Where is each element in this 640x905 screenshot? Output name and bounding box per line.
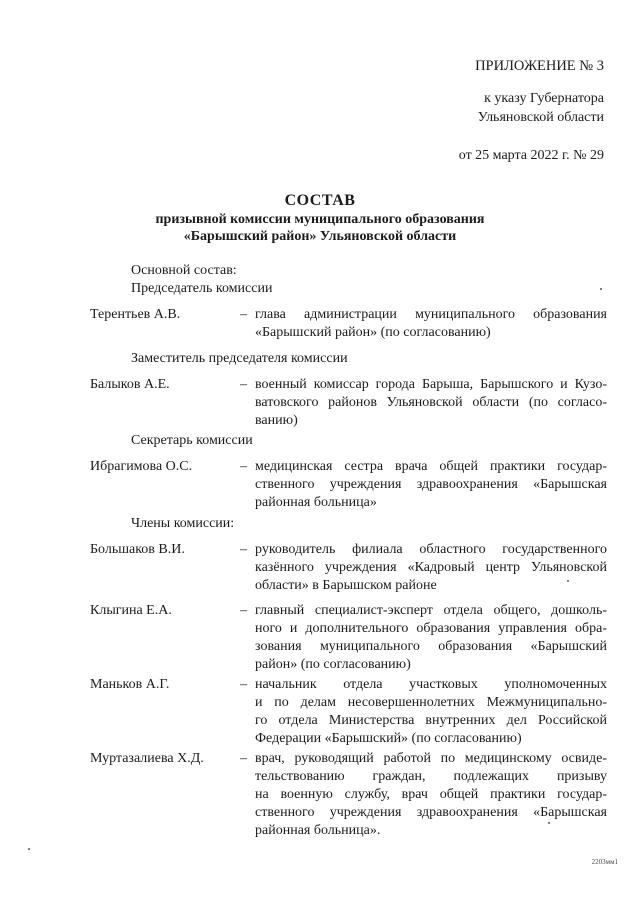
position-line: Федерации «Барышский» (по согласованию) <box>255 731 522 746</box>
annex-number: ПРИЛОЖЕНИЕ № 3 <box>475 58 604 74</box>
position-line: начальник отдела участковых уполномоченных <box>255 677 607 692</box>
scan-speck <box>600 288 602 290</box>
member-name: Ибрагимова О.С. <box>90 459 193 474</box>
position-line: район» (по согласованию) <box>255 657 411 672</box>
position-line: области» в Барышском районе <box>255 578 437 593</box>
position-line: районная больница». <box>255 823 381 838</box>
position-line: районная больница» <box>255 495 377 510</box>
position-line: казённого учреждения «Кадровый центр Ульяновской <box>255 560 607 575</box>
dash: – <box>240 459 247 474</box>
annex-reference-line1: к указу Губернатора <box>484 91 604 106</box>
member-position <box>255 602 607 674</box>
section-main-composition: Основной состав: <box>131 263 237 278</box>
dash: – <box>240 377 247 392</box>
scan-speck <box>28 848 30 850</box>
position-line: го отдела Министерства внутренних дел Российской <box>255 713 607 728</box>
annex-date: от 25 марта 2022 г. № 29 <box>458 148 604 163</box>
position-line: зования муниципального образования «Барышский <box>255 639 607 654</box>
position-line: и по делам несовершеннолетних Межмуниципально- <box>255 695 607 710</box>
scan-speck <box>567 580 569 582</box>
member-position <box>255 376 607 430</box>
member-position <box>255 750 607 840</box>
member-name: Маньков А.Г. <box>90 677 170 692</box>
position-line: ватовского районов Ульяновской области (по согласо- <box>255 395 607 410</box>
position-line: ственного учреждения здравоохранения «Барышская <box>255 805 607 820</box>
section-deputy: Заместитель председателя комиссии <box>131 351 348 366</box>
document-code: 2203мм1 <box>591 858 618 866</box>
section-chairman: Председатель комиссии <box>131 281 273 296</box>
position-line: врач, руководящий работой по медицинскому освиде- <box>255 751 607 766</box>
dash: – <box>240 603 247 618</box>
position-line: ного и дополнительного образования управления обра- <box>255 621 607 636</box>
position-line: ственного учреждения здравоохранения «Барышская <box>255 477 607 492</box>
dash: – <box>240 542 247 557</box>
position-line: руководитель филиала областного государственного <box>255 542 607 557</box>
member-position <box>255 306 607 342</box>
dash: – <box>240 751 247 766</box>
position-line: глава администрации муниципального образования <box>255 307 607 322</box>
section-members: Члены комиссии: <box>131 516 235 531</box>
dash: – <box>240 677 247 692</box>
member-name: Муртазалиева Х.Д. <box>90 751 204 766</box>
member-name: Клыгина Е.А. <box>90 603 172 618</box>
document-subtitle-line2: «Барышский район» Ульяновской области <box>183 229 457 244</box>
position-line: на военную службу, врач общей практики государ- <box>255 787 607 802</box>
position-line: «Барышский район» (по согласованию) <box>255 325 491 340</box>
position-line: тельствованию граждан, подлежащих призыву <box>255 769 607 784</box>
document-title: СОСТАВ <box>284 192 356 209</box>
member-name: Балыков А.Е. <box>90 377 170 392</box>
member-position <box>255 676 607 748</box>
member-name: Терентьев А.В. <box>90 307 181 322</box>
member-name: Большаков В.И. <box>90 542 185 557</box>
position-line: главный специалист-эксперт отдела общего, дошколь- <box>255 603 607 618</box>
member-position <box>255 541 607 595</box>
scan-speck <box>548 822 550 824</box>
position-line: военный комиссар города Барыша, Барышского и Кузо- <box>255 377 607 392</box>
position-line: ванию) <box>255 413 298 428</box>
member-position <box>255 458 607 512</box>
section-secretary: Секретарь комиссии <box>131 433 253 448</box>
document-subtitle-line1: призывной комиссии муниципального образования <box>155 212 485 227</box>
dash: – <box>240 307 247 322</box>
position-line: медицинская сестра врача общей практики государ- <box>255 459 607 474</box>
annex-reference-line2: Ульяновской области <box>477 110 604 125</box>
